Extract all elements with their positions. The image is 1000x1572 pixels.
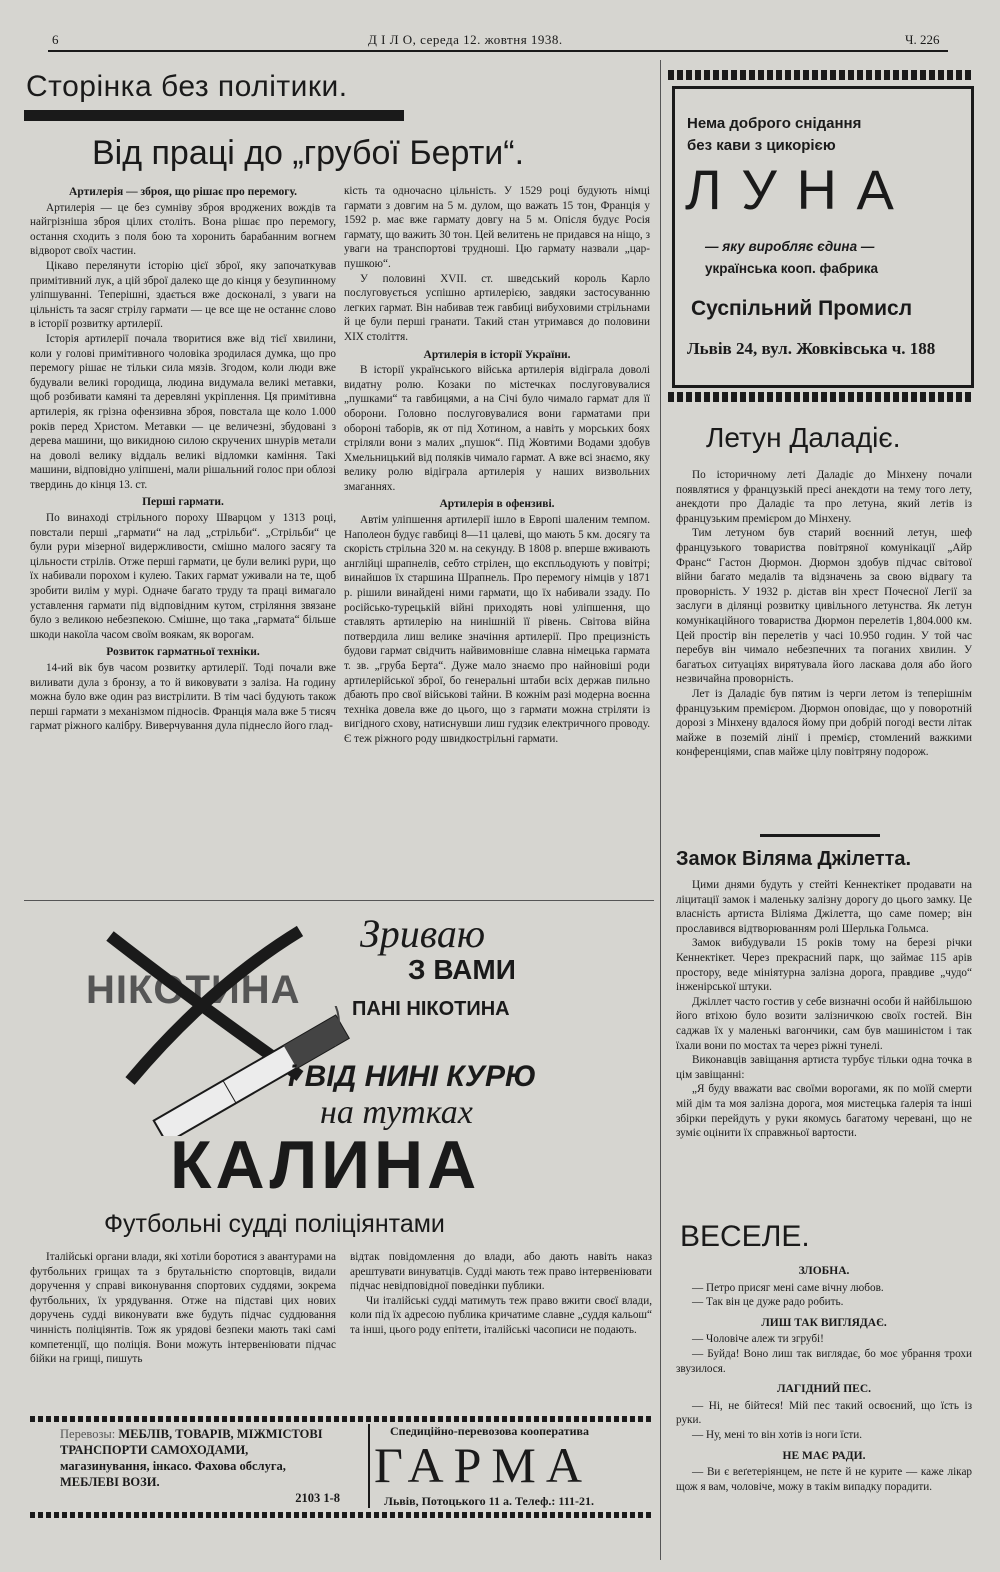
- article-title: Від праці до „грубої Берти“.: [92, 134, 525, 172]
- article-paragraph: Замок вибудували 15 років тому на березі річки Кеннектікет. Через прекрасний парк, що займає 115 арів простору, веде мініятурна залізна дорога, правдиве „чудо“ інженірської штуки.: [676, 937, 972, 994]
- garma-top: Спедиційно-перевозова кооператива: [390, 1424, 590, 1438]
- luna-address: Львів 24, вул. Жовківська ч. 188: [687, 339, 936, 358]
- article-subheading: Артилерія в історії України.: [423, 348, 571, 361]
- joke-line: — Чоловіче алеж ти згрубі!: [692, 1333, 824, 1346]
- luna-ad: [672, 86, 974, 388]
- kalyna-line1: З ВАМИ: [408, 954, 516, 985]
- article-paragraph: Джіллет часто гостив у себе визначні особи й найбільшою його втіхою було возити залізничкою своїх гостей. Він саджав їх у маленькі вагончики, сам був машиністом і так їхали вони по мостах та через ріжні тунелі.: [676, 995, 972, 1052]
- article-paragraph: Артилерія — це без сумніву зброя вроджених вождів та найгрізніша зброя цілих століть. Вона рішає про перемогу, остання сходить з поля бою та хоронить барабанним вогнем відворот своїх частин.: [30, 201, 336, 258]
- joke-line: — Ну, мені то він хотів із ноги їсти.: [692, 1428, 863, 1441]
- issue-number: Ч. 226: [905, 32, 940, 47]
- joke-line: — Так він це дуже радо робить.: [692, 1296, 844, 1309]
- article-paragraph: Лет із Даладіє був пятим із черги летом із теперішнім французьким премієром. Дюрмон оповідає, що у поворотній дорозі з Мінхену вдалося йому при добрій погоді вести літак майже в поземій лінії і премієр, стомлений важкими конференціями, спав майже цілу повітряну подорож.: [676, 687, 972, 759]
- article-paragraph: Італійські органи влади, які хотіли боротися з авантурами на футбольних грищах та з брутальністю спортовців, видали доручення у справі виконування спортових суддями, зокрема футбольних, їх урядування. Отже на підставі цих нових доручень судді виконувати вже будуть підчас суддювання чинність поліціянтів. Тож як урядові безпеки мають такі самі компетенції, що поліція. Вони можуть інтервеніювати підчас бійки на грищі, пишуть: [30, 1251, 336, 1366]
- luna-brand: Л У Н А: [685, 158, 896, 221]
- kalyna-script1: Зриваю: [360, 911, 486, 956]
- section-title: Сторінка без політики.: [26, 70, 348, 103]
- joke-line: — Петро присяг мені саме вічну любов.: [692, 1281, 884, 1294]
- article-column-1: [30, 182, 336, 734]
- article-subheading: Артилерія в офензиві.: [439, 498, 555, 511]
- luna-company: Суспільний Промисл: [691, 297, 913, 320]
- article-paragraph: По історичному леті Даладіє до Мінхену почали появлятися у французькій пресі анекдоти на тему того лету, анекдоти про Даладіє та про летуна, який летів із французьким премієром до Мінхену.: [676, 469, 972, 525]
- kalyna-line3: і ВІД НИНІ КУРЮ: [288, 1060, 537, 1093]
- luna-ad-line1: Нема доброго снідання: [687, 115, 862, 132]
- joke-line: — Буйда! Воно лиш так виглядає, бо моє убрання трохи звузилося.: [676, 1347, 972, 1375]
- luna-ad-line3: — яку виробляє єдина —: [705, 239, 875, 254]
- horizontal-divider: [24, 900, 654, 901]
- humor-title: ВЕСЕЛЕ.: [680, 1220, 810, 1253]
- ad-divider: [368, 1424, 370, 1508]
- transport-phone: 2103 1-8: [295, 1491, 340, 1505]
- football-column-2: [350, 1250, 652, 1338]
- article-paragraph: Історія артилерії почала творитися вже від тієї хвилини, коли у голові примітивного чоловіка зродилася думка, що про перемогу рішає не тільки сила мязів. Згодом, коли люди вже будували великі городища, людина видумала великі метавки, щоб розбивати камяні та деревляні укріплення. Ця примітивна артилерія, як грізна офензивна зброя, повстала ще коло 1.000 років перед Христом. Метавки — це величезні, збудовані з дерева машини, що викидною силою скручених шнурів метали на доволі велику віддаль великі відломки каміння. Такі машини, відповідно уліпшені, мали рішальний голос при облозі твердинь до кінця 13. ст.: [30, 332, 336, 491]
- ad-top-rule: [30, 1416, 652, 1422]
- joke-heading: ЛИШ ТАК ВИГЛЯДАЄ.: [761, 1316, 887, 1329]
- article-paragraph: 14-ий вік був часом розвитку артилерії. Тоді почали вже виливати дула з бронзу, а то й виковувати з заліза. На годину можна було вже один раз вистрілити. В тім часі будують також перші гармати з механізмом підносів. Франція мала вже 5 тисяч гармат ріжного калібру. Виверчування дула піднесло його глад-: [30, 662, 336, 733]
- castle-column: [676, 878, 972, 1141]
- humor-column: [676, 1258, 972, 1494]
- daladier-title: Летун Даладіє.: [706, 422, 901, 453]
- ornament-border: [668, 70, 974, 80]
- section-title-bar: [24, 110, 404, 121]
- garma-address: Львів, Потоцького 11 а. Телеф.: 111-21.: [384, 1494, 595, 1508]
- transport-ad: [60, 1426, 340, 1506]
- paper-date: Д І Л О, середа 12. жовтня 1938.: [368, 32, 563, 47]
- kalyna-brand: КАЛИНА: [170, 1127, 481, 1203]
- article-lead: Артилерія — зброя, що рішає про перемогу.: [69, 186, 297, 198]
- crossed-word: НІКОТИНА: [86, 968, 301, 1012]
- article-paragraph: Чи італійські судді матимуть теж право вжити своєї влади, коли під їх адресою публика кричатиме славне „суддя кальош“ та інші, цього роду епітети, італійські часописи не подають.: [350, 1294, 652, 1336]
- castle-title: Замок Віляма Джілетта.: [676, 848, 912, 870]
- daladier-column: [676, 468, 972, 760]
- article-column-2: [344, 184, 650, 747]
- article-paragraph: „Я буду вважати вас своїми ворогами, як по моїй смерти мій дім та моя залізна дорога, моя мистецька ґалерія та інші збірки перейдуть у руки якомусь багатому черевані, що не зуміє оцінити їх справжньої вартости.: [676, 1083, 972, 1140]
- ornament-border: [668, 392, 974, 402]
- football-column-1: [30, 1250, 336, 1367]
- article-subheading: Перші гармати.: [142, 496, 224, 509]
- article-paragraph: кість та одночасно цільність. У 1529 році будують німці гармати з довгим на 5 м. дулом, що важать 15 тон, Франція у 1592 р. має вже гармату довгу на 5 м. Опісля будує Росія гармату, що важить 30 тон. Цей велитень не придався на ніщо, з уваги на транспортові трудноші. Цю гармату назвали „цар-пушкою“.: [344, 185, 650, 270]
- luna-ad-line4: українська кооп. фабрика: [705, 261, 878, 276]
- header-rule: [48, 50, 948, 52]
- garma-brand: ГАРМА: [374, 1437, 592, 1493]
- kalyna-script2: на тутках: [320, 1094, 473, 1131]
- article-paragraph: По винаході стрільного пороху Шварцом у 1313 році, повстали перші „гармати“ на лад „стрільби“. „Стрільби“ це були рури мізерної видержливости, смішно малого засягу та цільности стрілів. Отже перші гармати, це були великі рури, що їх набивали порохом і кулею. Таких гармат уживали на те, щоб зробити вилім у мурі. Одначе багато труду та праці вимагало уставлення гармати під відповідним кутом, стріляння звязане було з великою небезпекою. Смішне, що така „гармата“ більше шкоди накоїла часом своїм воякам, як ворогам.: [30, 512, 336, 641]
- joke-heading: ЛАГІДНИЙ ПЕС.: [776, 1383, 872, 1396]
- column-divider: [660, 60, 661, 1560]
- joke-line: — Ні, не бійтеся! Мій пес такий освоєний, що їсть із руки.: [676, 1399, 972, 1427]
- article-paragraph: У половині XVII. ст. шведський король Карло послуговується успішно артилерією, завдяки застосуванню легких гармат. Він набивав теж гавбиці вибуховими стрільнами й це були перші гранати. Такий стан утримався до половини XIX століття.: [344, 272, 650, 343]
- joke-line: — Ви є веґетеріянцем, не пєте й не курите — каже лікар щож я вам, чоловіче, можу в такім випадку порадити.: [676, 1466, 972, 1493]
- football-title: Футбольні судді поліціянтами: [104, 1210, 445, 1238]
- transport-label: Перевозы:: [60, 1427, 116, 1441]
- article-paragraph: Тим летуном був старий воєнний летун, шеф французького товариства повітряної комунікації „Айр Франс“ Гастон Дюрмон. Дюрмон здобув підчас світової війни багато медалів та відзначень за свою відвагу та проворність. У 1932 р. дістав він хрест Почесної Легії за заслуги в ділянці розвитку цивільного летунства. Як летун комунікаційного товариства Дюрмон перелетів 1,804.000 км. Цей простір він перелетів у часі 10.950 годин. У той час перебув він чимало небезпечних та поганих хвилин. У багатьох ситуаціях вирятувала його ласкава доля або його незвичайна проворність.: [676, 527, 972, 686]
- article-paragraph: Цікаво перелянути історію цієї зброї, яку започаткував примітивний лук, а цій зброї далеко ще до кінця у безупинному уліпшуванні. Теперішні, здається вже досконалі, з уваги на цільність та засяг стрілу гармати — це все ще не останнє слово в історії розвитку артилерії.: [30, 259, 336, 331]
- article-paragraph: Автім уліпшення артилерії ішло в Европі шаленим темпом. Наполеон будує гавбиці 8—11 цалеві, що мають 5 км. досягу та скорість стрільна 320 м. на секунду. В 1808 р. вперше вживають англійці шрапнелів, себто стрілен, що експльодують у повітрі; винайшов їх старшина Шрапнель. Про перемогу німців у 1871 р. рішили винайдені ними гармати, що їх набивали ззаду. По російсько-турецькій війні приходять нові уліпшення, що ставлять артилерію на нинішній її рівень. Світова війна потвердила лиш велике значіння артилерії. Про прецизність будови гармат свідчить найвимовніше славна німецька гармата т. зв. „груба Берта“. Дуже мало знаємо про найновіші роди артилерійської зброї, бо генеральні штаби всіх держав пильно дбають про свої військові тайни. В кожнім разі модерна воєнна техніка довела вже до цього, що з гармати можна стріляти із вигідного схову, натиснувши лиш гудзик електричного проводу. Є теж ріжного роду швидкострільні гармати.: [344, 514, 650, 745]
- joke-heading: НЕ МАЄ РАДИ.: [782, 1449, 866, 1462]
- article-paragraph: Цими днями будуть у стейті Кеннектікет продавати на ліцитації замок і маленьку залізну дорогу до цього замку. Це власність артиста Віліяма Джілетта, що саме помер; він прославився відтворюванням ролі Шерлька Гольмса.: [676, 879, 972, 935]
- kalyna-ad: [30, 906, 655, 1206]
- article-paragraph: відтак повідомлення до влади, або дають навіть наказ арештувати винуватців. Судді мають теж право інтервеніювати підчас невідповідної поведінки публики.: [350, 1251, 652, 1293]
- page-number: 6: [52, 32, 59, 47]
- ad-bottom-rule: [30, 1512, 652, 1518]
- luna-ad-line2: без кави з цикорією: [687, 137, 836, 154]
- section-divider: [760, 834, 880, 837]
- kalyna-line2: ПАНІ НІКОТИНА: [352, 998, 510, 1020]
- article-subheading: Розвиток гарматньої техніки.: [106, 646, 260, 659]
- article-paragraph: Виконавців завіщання артиста турбує тільки одна точка в цім завіщанні:: [676, 1054, 972, 1081]
- joke-heading: ЗЛОБНА.: [798, 1265, 850, 1277]
- transport-text: МЕБЛІВ, ТОВАРІВ, МІЖМІСТОВІ ТРАНСПОРТИ САМОХОДАМИ, магазинування, інкасо. Фахова обслуга, МЕБЛЕВІ ВОЗИ.: [60, 1427, 323, 1489]
- article-paragraph: В історії українського війська артилерія відіграла доволі видатну ролю. Козаки по містечках послуговувалися „пушками“ та гавбицями, а на Січі було чимало гармат для її оборони. Головно послуговувалися вони гарматами при обороні таборів, як от під Хотином, а навіть у морських боях стріляли вони з малих „пушок“. Під Жовтими Водами здобув Хмельницький від поляків чимало гармат. А вже всі знаємо, яку велику ролю відіграла артилерія у наших визвольних змаганнях.: [344, 364, 650, 493]
